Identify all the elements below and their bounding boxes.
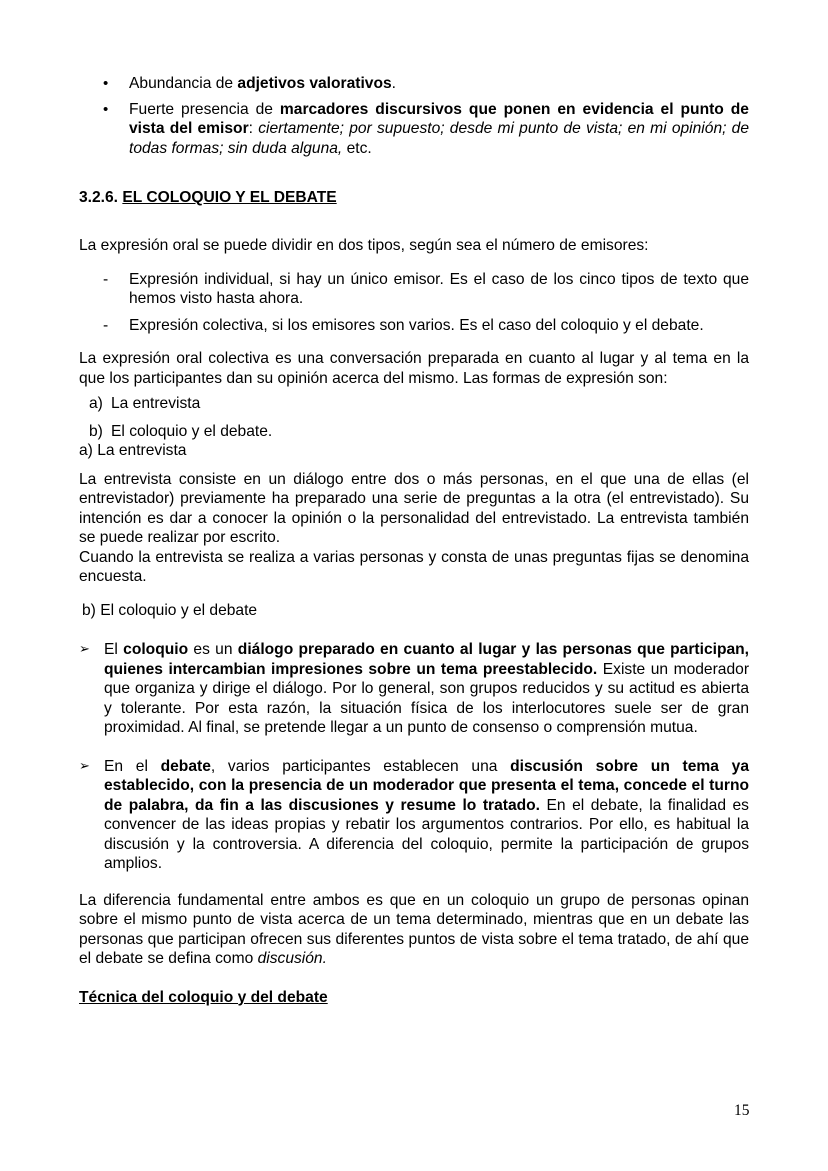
types-list xyxy=(79,270,749,336)
arrow-bullet-icon: ➢ xyxy=(79,642,90,657)
technique-heading: Técnica del coloquio y del debate xyxy=(79,988,328,1006)
difference-paragraph: La diferencia fundamental entre ambos es que en un coloquio un grupo de personas opinan sobre el mismo punto de vista acerca de un tema determinado, mientras que en un debate las personas que participan ofrecen sus diferentes puntos de vista sobre el tema tratado, de ahí que el debate se defina como discusión. xyxy=(79,891,749,967)
list-item: - Expresión individual, si hay un único emisor. Es el caso de los cinco tipos de texto que hemos visto hasta ahora. xyxy=(103,270,749,307)
bullet-marker: • xyxy=(103,75,109,92)
page-number: 15 xyxy=(734,1102,750,1119)
bullet-marker: • xyxy=(103,100,109,118)
arrow-list xyxy=(79,640,749,874)
list-item: • Fuerte presencia de marcadores discursivos que ponen en evidencia el punto de vista del emisor: ciertamente; por supuesto; desde mi punto de vista; en mi opinión; de todas formas; sin duda alguna, etc. xyxy=(103,100,750,157)
interview-heading: a) La entrevista xyxy=(79,442,187,459)
list-item: • Abundancia de adjetivos valorativos. xyxy=(103,75,397,92)
interview-paragraph: La entrevista consiste en un diálogo entre dos o más personas, en el que una de ellas (el entrevistador) previamente ha preparado una serie de preguntas a la otra (el entrevistado). Su intención es dar a conocer la opinión o la personalidad del entrevistado. La entrevista también se puede realizar por escrito. xyxy=(79,470,749,546)
survey-paragraph: Cuando la entrevista se realiza a varias personas y consta de unas preguntas fijas se denomina encuesta. xyxy=(79,548,749,585)
list-item: a) La entrevista xyxy=(89,395,201,412)
list-item: ➢ En el debate, varios participantes establecen una discusión sobre un tema ya establecido, con la presencia de un moderador que presenta el tema, concede el turno de palabra, da fin a las discusiones y resume lo tratado. En el debate, la finalidad es convencer de las ideas propias y rebatir los argumentos contrarios. Por ello, es habitual la discusión y la controversia. A diferencia del coloquio, permite la participación de grupos amplios. xyxy=(79,757,749,872)
collective-paragraph: La expresión oral colectiva es una conversación preparada en cuanto al lugar y al tema en la que los participantes dan su opinión acerca del mismo. Las formas de expresión son: xyxy=(79,350,749,387)
forms-list xyxy=(79,394,749,441)
list-item: b) El coloquio y el debate. xyxy=(89,422,273,440)
bullet-list xyxy=(79,74,749,158)
document-page xyxy=(79,74,749,1008)
section-heading: 3.2.6. EL COLOQUIO Y EL DEBATE xyxy=(79,189,337,206)
arrow-bullet-icon: ➢ xyxy=(79,758,90,774)
intro-paragraph: La expresión oral se puede dividir en dos tipos, según sea el número de emisores: xyxy=(79,237,649,254)
colloquy-heading: b) El coloquio y el debate xyxy=(82,601,258,619)
list-item: - Expresión colectiva, si los emisores son varios. Es el caso del coloquio y el debate. xyxy=(103,316,704,334)
list-item: ➢ El coloquio es un diálogo preparado en cuanto al lugar y las personas que participan, quienes intercambian impresiones sobre un tema preestablecido. Existe un moderador que organiza y dirige el diálogo. Por lo general, son grupos reducidos y su actitud es abierta y tolerante. Por esta razón, la situación física de los interlocutores suele ser de gran proximidad. Al final, se pretende llegar a un punto de consenso o comprensión mutua. xyxy=(79,641,750,736)
